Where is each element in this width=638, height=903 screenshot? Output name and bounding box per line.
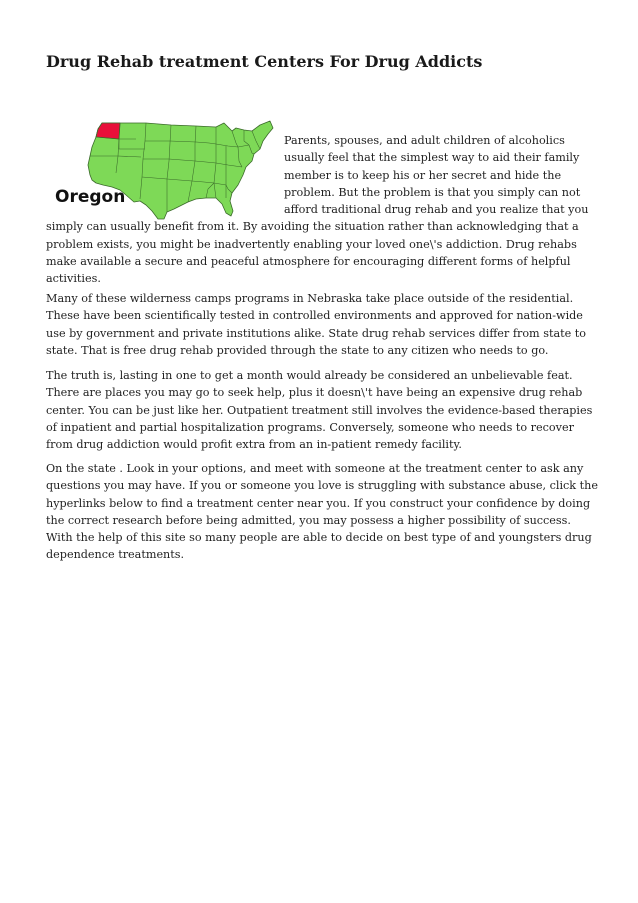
page-title: Drug Rehab treatment Centers For Drug Addicts [46,52,483,71]
map-caption-oregon: Oregon [55,187,126,207]
paragraph-2: Many of these wilderness camps programs in Nebraska take place outside of the residential. These have been scientifically tested in controlled environments and approved for nation-wide use by government and private institutions alike. State drug rehab services differ from state to state. That is free drug rehab provided through the state to any citizen who needs to go. [46,292,587,357]
paragraph-1: Parents, spouses, and adult children of alcoholics usually feel that the simplest way to aid their family member is to keep his or her secret and hide the problem. But the problem is that you simply can not afford traditional drug rehab and you realize that you simply can usually benefit from it. By avoiding the situation rather than acknowledging that a problem exists, you might be inadvertently enabling your loved one\'s addiction. Drug rehabs make available a secure and peaceful atmosphere for encouraging different forms of helpful activities. [46,134,589,286]
paragraph-4: On the state . Look in your options, and meet with someone at the treatment center to ask any questions you may have. If you or someone you love is struggling with substance abuse, click the hyperlinks below to find a treatment center near you. If you construct your confidence by doing the correct research before being admitted, you may possess a higher possibility of success. With the help of this site so many people are able to decide on best type of and youngsters drug dependence treatments. [46,462,598,562]
paragraph-block-4 [46,460,599,564]
paragraph-block-3 [46,367,599,453]
paragraph-block-2 [46,290,599,359]
paragraph-3: The truth is, lasting in one to get a month would already be considered an unbelievable feat. There are places you may go to seek help, plus it doesn\'t have being an expensive drug rehab center. You can be just like her. Outpatient treatment still involves the evidence-based therapies of inpatient and partial hospitalization programs. Conversely, someone who needs to recover from drug addiction would profit extra from an in-patient remedy facility. [46,369,593,452]
figure-text-wrap-spacer [46,132,284,214]
intro-paragraph-block [46,132,599,288]
